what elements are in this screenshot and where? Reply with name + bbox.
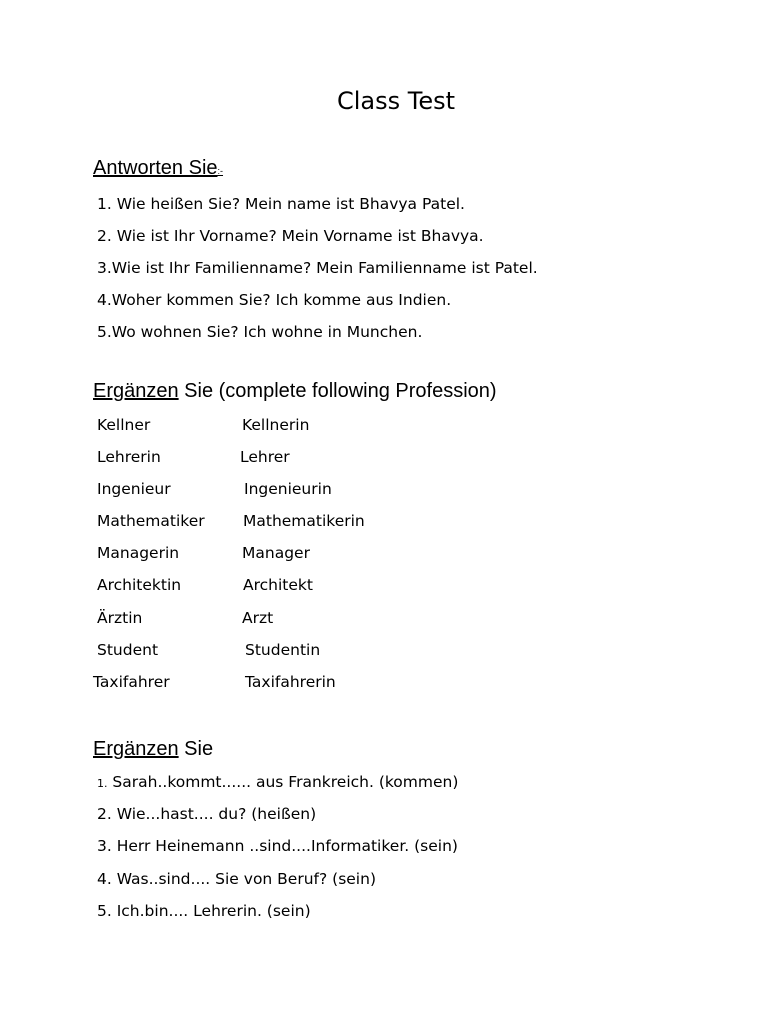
- page-title: Class Test: [336, 87, 456, 115]
- profession-right-8: Studentin: [245, 641, 321, 659]
- answer-line-5: 5.Wo wohnen Sie? Ich wohne in Munchen.: [97, 323, 423, 341]
- exercise-line-2: 2. Wie...hast.... du? (heißen): [97, 805, 317, 823]
- section-antworten-heading-text: Antworten Sie: [93, 157, 218, 179]
- exercise-line-1: [97, 772, 458, 794]
- profession-left-8: Student: [97, 641, 159, 659]
- answer-line-4: 4.Woher kommen Sie? Ich komme aus Indien.: [97, 291, 452, 309]
- section-profession-heading: [93, 379, 497, 403]
- profession-left-4: Mathematiker: [97, 512, 205, 530]
- answer-line-1: 1. Wie heißen Sie? Mein name ist Bhavya Patel.: [97, 195, 465, 213]
- exercise-line-1-text: Sarah..kommt...... aus Frankreich. (kommen): [107, 773, 459, 791]
- exercise-line-1-number: 1.: [97, 777, 108, 790]
- section-ergaenzen-heading: [93, 737, 213, 761]
- profession-right-1: Kellnerin: [242, 416, 310, 434]
- profession-left-7: Ärztin: [97, 609, 143, 627]
- answer-line-2: 2. Wie ist Ihr Vorname? Mein Vorname ist Bhavya.: [97, 227, 484, 245]
- profession-right-7: Arzt: [242, 609, 274, 627]
- section-ergaenzen-heading-rest: Sie: [178, 738, 214, 760]
- section-profession-heading-underlined: Ergänzen: [93, 380, 179, 402]
- section-profession-heading-rest: Sie (complete following Profession): [178, 380, 497, 402]
- section-antworten-heading: [93, 156, 223, 183]
- exercise-line-5: 5. Ich.bin.... Lehrerin. (sein): [97, 902, 311, 920]
- profession-left-9: Taxifahrer: [93, 673, 170, 691]
- profession-right-9: Taxifahrerin: [245, 673, 336, 691]
- profession-left-6: Architektin: [97, 576, 182, 594]
- profession-left-2: Lehrerin: [97, 448, 161, 466]
- exercise-line-3: 3. Herr Heinemann ..sind....Informatiker. (sein): [97, 837, 458, 855]
- profession-right-5: Manager: [242, 544, 310, 562]
- section-ergaenzen-heading-underlined: Ergänzen: [93, 738, 179, 760]
- profession-left-1: Kellner: [97, 416, 151, 434]
- profession-right-3: Ingenieurin: [244, 480, 332, 498]
- profession-left-5: Managerin: [97, 544, 180, 562]
- profession-right-2: Lehrer: [240, 448, 290, 466]
- section-antworten-heading-suffix: :-: [217, 166, 224, 176]
- profession-left-3: Ingenieur: [97, 480, 171, 498]
- profession-right-6: Architekt: [243, 576, 313, 594]
- profession-right-4: Mathematikerin: [243, 512, 365, 530]
- exercise-line-4: 4. Was..sind.... Sie von Beruf? (sein): [97, 870, 376, 888]
- answer-line-3: 3.Wie ist Ihr Familienname? Mein Familienname ist Patel.: [97, 259, 538, 277]
